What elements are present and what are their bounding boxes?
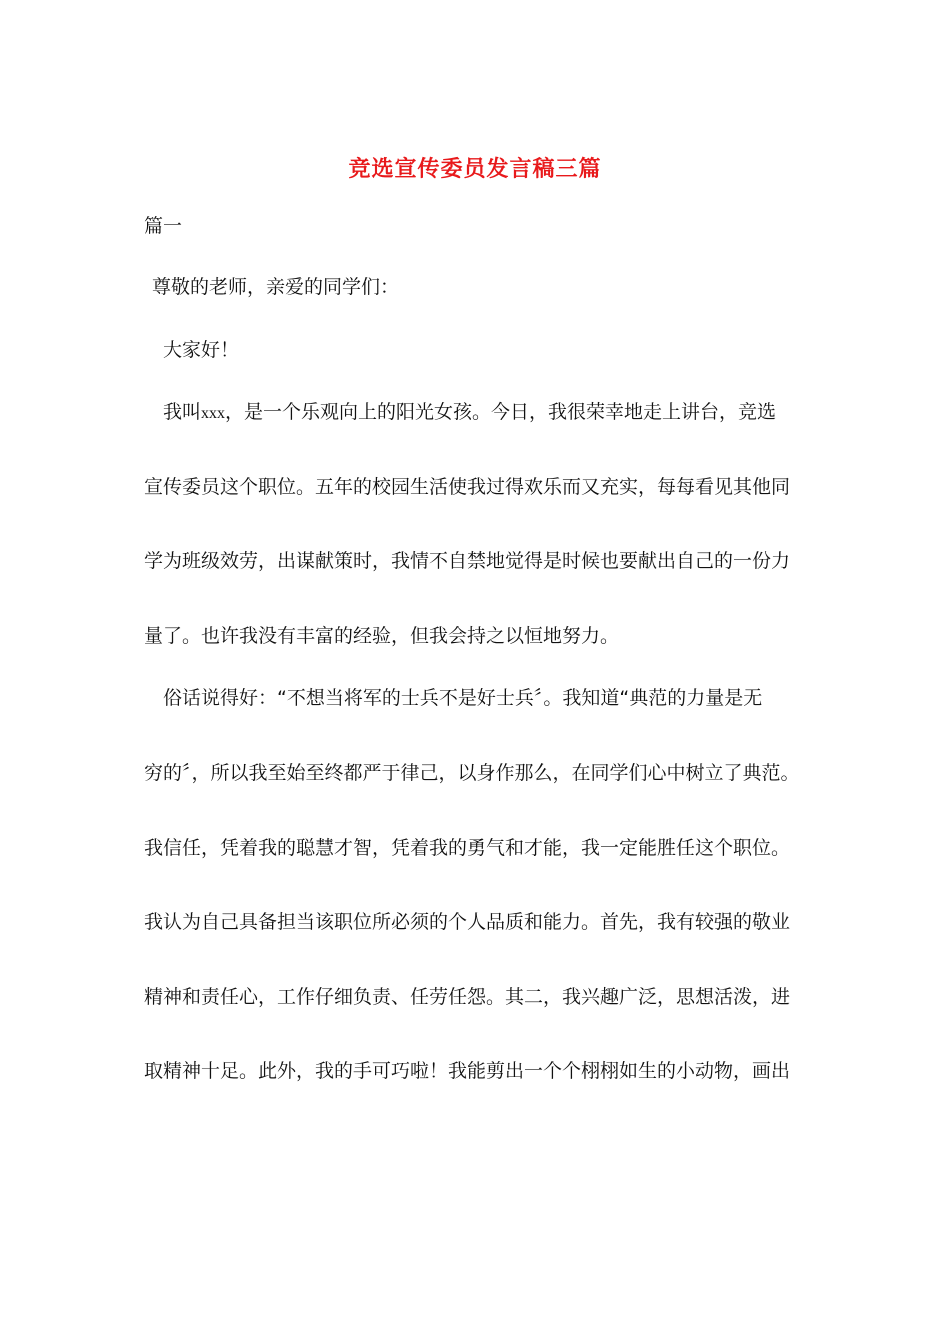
paragraph-2-line-5: 精神和责任心，工作仔细负责、任劳任怨。其二，我兴趣广泛，思想活泼，进 [144,986,791,1008]
greeting-line: 尊敬的老师，亲爱的同学们： [152,276,400,298]
paragraph-2-line-6: 取精神十足。此外，我的手可巧啦！我能剪出一个个栩栩如生的小动物，画出 [144,1060,791,1082]
text-segment: 我叫 [163,401,202,423]
paragraph-2-line-4: 我认为自己具备担当该职位所必须的个人品质和能力。首先，我有较强的敬业 [144,911,791,933]
paragraph-2-line-2: 穷的〞，所以我至始至终都严于律己，以身作那么，在同学们心中树立了典范。 [144,762,800,784]
paragraph-2-line-1: 俗话说得好：“不想当将军的士兵不是好士兵〞。我知道“典范的力量是无 [163,687,763,709]
document-title: 竞选宣传委员发言稿三篇 [348,156,602,182]
hello-line: 大家好！ [163,339,240,361]
paragraph-1-line-2: 宣传委员这个职位。五年的校园生活使我过得欢乐而又充实，每每看见其他同 [144,476,791,498]
section-label: 篇一 [144,215,183,237]
text-segment: ，是一个乐观向上的阳光女孩。今日，我很荣幸地走上讲台，竞选 [225,401,777,423]
paragraph-1-line-4: 量了。也许我没有丰富的经验，但我会持之以恒地努力。 [144,625,620,647]
paragraph-2-line-3: 我信任，凭着我的聪慧才智，凭着我的勇气和才能，我一定能胜任这个职位。 [144,837,791,859]
paragraph-1-line-3: 学为班级效劳，出谋献策时，我情不自禁地觉得是时候也要献出自己的一份力 [144,550,791,572]
paragraph-1-line-1 [163,397,776,429]
speaker-name-placeholder: xxx [201,405,226,422]
